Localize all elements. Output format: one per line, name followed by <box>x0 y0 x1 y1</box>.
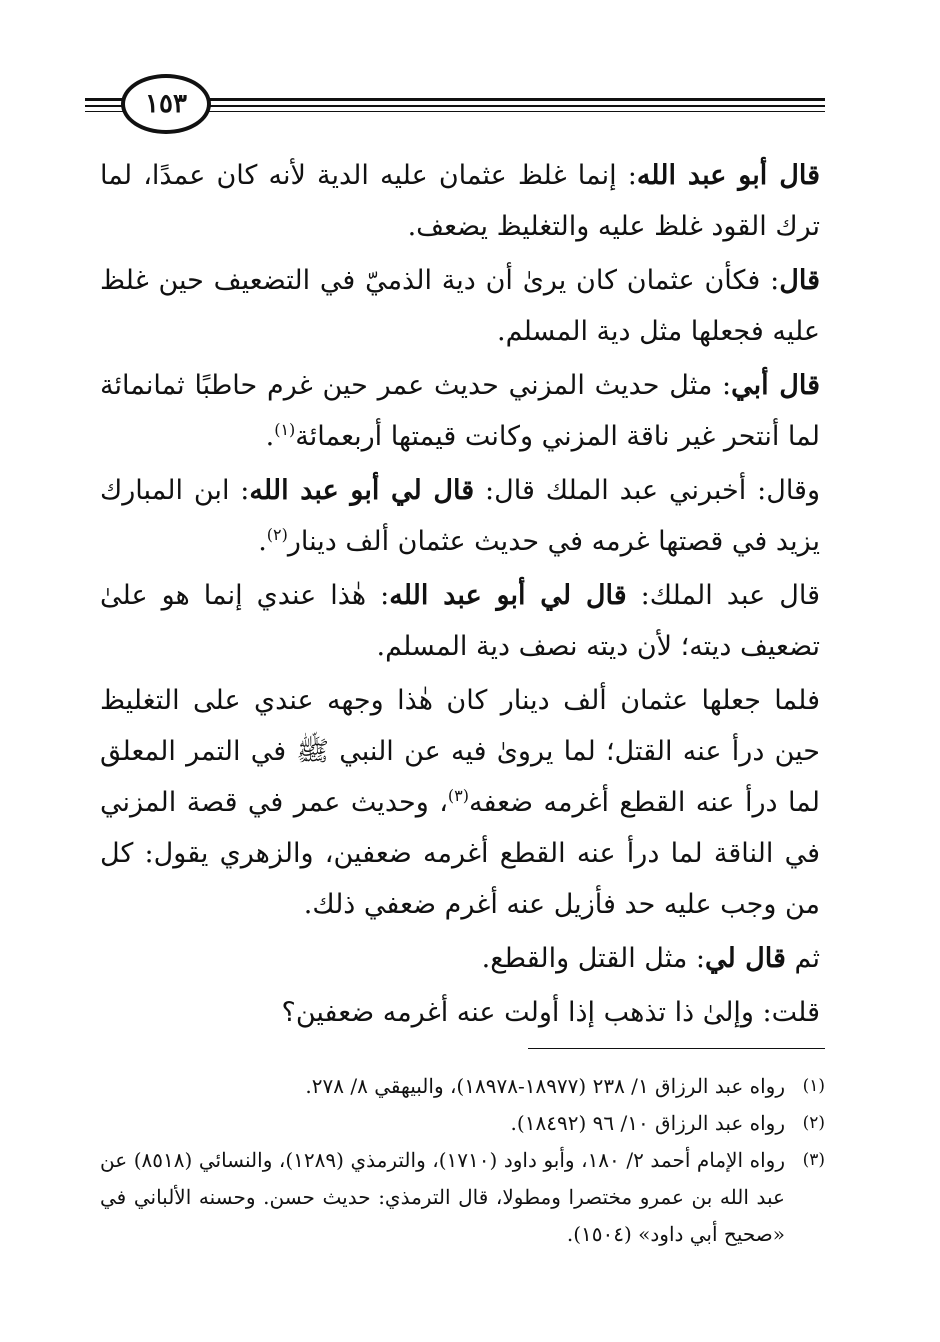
paragraph <box>100 933 820 984</box>
paragraph-text: : مثل حديث المزني حديث عمر حين غرم حاطبًا ثمانمائة لما أنتحر غير ناقة المزني وكانت قيمتها أربعمائة <box>100 370 820 452</box>
paragraph-prefix: قال عبد الملك: <box>626 580 821 611</box>
speaker-label: قال أبي <box>731 370 820 401</box>
paragraph-text: قلت: وإلىٰ ذا تذهب إذا أولت عنه أغرمه ضعفين؟ <box>281 997 820 1028</box>
speaker-label: قال أبو عبد الله <box>636 160 820 191</box>
footnote-text: رواه عبد الرزاق ١/ ٢٣٨ (١٨٩٧٧-١٨٩٧٨)، والبيهقي ٨/ ٢٧٨. <box>305 1074 785 1098</box>
footnote-text: رواه عبد الرزاق ١٠/ ٩٦ (١٨٤٩٢). <box>510 1111 785 1135</box>
paragraph-text: : ابن المبارك يزيد في قصتها غرمه في حديث عثمان ألف دينار <box>100 475 820 557</box>
paragraph-text: فلما جعلها عثمان ألف دينار كان هٰذا وجهه عندي على التغليظ حين درأ عنه القتل؛ لما يروىٰ فيه عن النبي ﷺ في التمر المعلق لما درأ عنه القطع أغرمه ضعفه <box>100 685 821 818</box>
paragraph <box>100 675 820 930</box>
paragraph <box>100 465 820 567</box>
speaker-label: قال <box>779 265 820 296</box>
footnote-ref[interactable]: (٢) <box>266 525 288 544</box>
footnote-ref[interactable]: (١) <box>274 420 296 439</box>
footnote-number: (٣) <box>802 1150 825 1170</box>
speaker-label: قال لي أبو عبد الله <box>389 580 627 611</box>
footnote-ref[interactable]: (٣) <box>447 786 470 805</box>
paragraph <box>100 570 820 672</box>
footnotes <box>100 1068 825 1253</box>
footnote-separator <box>528 1048 825 1049</box>
paragraph-prefix: ثم <box>785 943 820 974</box>
footnote-number: (١) <box>802 1076 825 1096</box>
page-header <box>85 72 825 136</box>
speaker-label: قال لي <box>705 943 786 974</box>
paragraph <box>100 255 820 357</box>
footnote <box>100 1105 825 1142</box>
page-number: ١٥٣ <box>121 74 211 134</box>
footnote <box>100 1142 825 1253</box>
paragraph-text: : هٰذا عندي إنما هو علىٰ تضعيف ديته؛ لأن ديته نصف دية المسلم. <box>100 580 820 662</box>
paragraph-text-end: ، وحديث عمر في قصة المزني في الناقة لما درأ عنه القطع أغرمه ضعفين، والزهري يقول: كل من وجب عليه حد فأزيل عنه أغرم ضعفي ذلك. <box>100 787 820 920</box>
paragraph <box>100 150 820 252</box>
paragraph-text: : فكأن عثمان كان يرىٰ أن دية الذميّ في التضعيف حين غلظ عليه فجعلها مثل دية المسلم. <box>100 265 820 347</box>
paragraph-text: : مثل القتل والقطع. <box>481 943 706 974</box>
footnote-number: (٢) <box>802 1113 825 1133</box>
paragraph-prefix: وقال: أخبرني عبد الملك قال: <box>474 475 820 506</box>
speaker-label: قال لي أبو عبد الله <box>249 475 475 506</box>
paragraph <box>100 360 820 462</box>
footnote <box>100 1068 825 1105</box>
paragraph-text-end: . <box>258 526 267 557</box>
paragraph-text: : إنما غلظ عثمان عليه الدية لأنه كان عمدًا، لما ترك القود غلظ عليه والتغليظ يضعف. <box>100 160 820 242</box>
paragraph <box>100 987 820 1038</box>
paragraph-text-end: . <box>265 421 275 452</box>
footnote-text: رواه الإمام أحمد ٢/ ١٨٠، وأبو داود (١٧١٠)، والترمذي (١٢٨٩)، والنسائي (٨٥١٨) عن عبد الله بن عمرو مختصرا ومطولا، قال الترمذي: حديث حسن. وحسنه الألباني في «صحيح أبي داود» (١٥٠٤). <box>100 1148 785 1246</box>
main-text <box>100 150 820 1041</box>
